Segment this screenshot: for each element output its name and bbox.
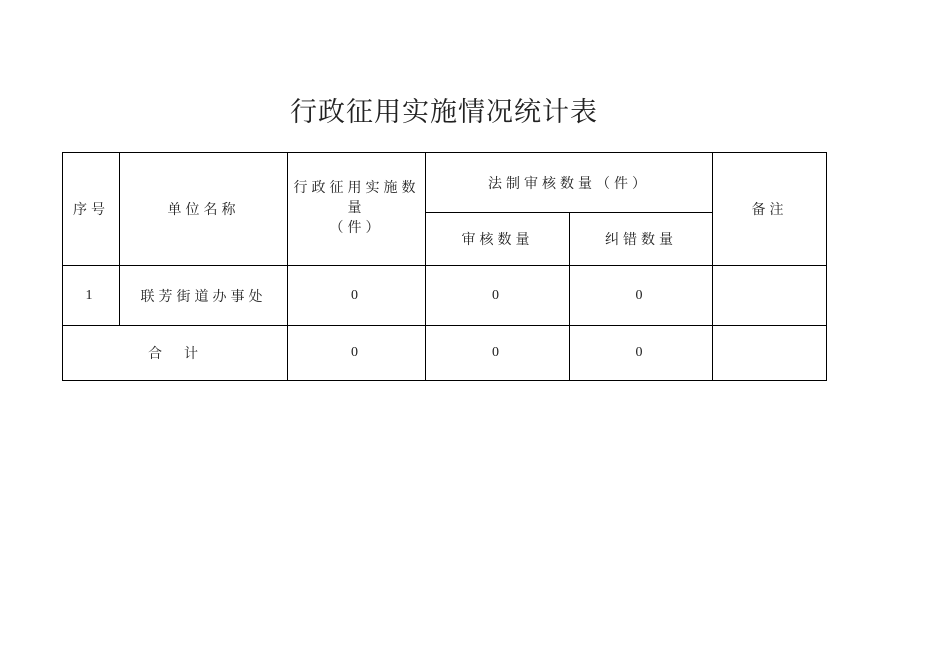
header-remarks: 备注 (713, 153, 827, 266)
statistics-table (62, 152, 827, 381)
header-review-qty: 审核数量 (426, 213, 570, 266)
header-implementation-qty (288, 153, 426, 266)
page-title: 行政征用实施情况统计表 (290, 97, 598, 127)
total-correction-qty: 0 (570, 326, 713, 381)
cell-review-qty: 0 (426, 266, 570, 326)
total-row (63, 326, 827, 381)
total-implementation-qty: 0 (288, 326, 426, 381)
cell-serial: 1 (63, 266, 120, 326)
header-implementation-qty-line1: 行政征用实施数量 (293, 181, 420, 216)
header-serial: 序号 (63, 153, 120, 266)
cell-implementation-qty: 0 (288, 266, 426, 326)
total-remarks (713, 326, 827, 381)
header-implementation-qty-line2: （件） (329, 221, 384, 236)
cell-unit-name: 联芳街道办事处 (120, 266, 288, 326)
header-legal-review-group: 法制审核数量（件） (426, 153, 713, 213)
table-row (63, 266, 827, 326)
header-row-group (63, 153, 827, 213)
cell-remarks (713, 266, 827, 326)
total-label: 合 计 (63, 326, 288, 381)
header-correction-qty: 纠错数量 (570, 213, 713, 266)
header-unit-name: 单位名称 (120, 153, 288, 266)
cell-correction-qty: 0 (570, 266, 713, 326)
total-review-qty: 0 (426, 326, 570, 381)
